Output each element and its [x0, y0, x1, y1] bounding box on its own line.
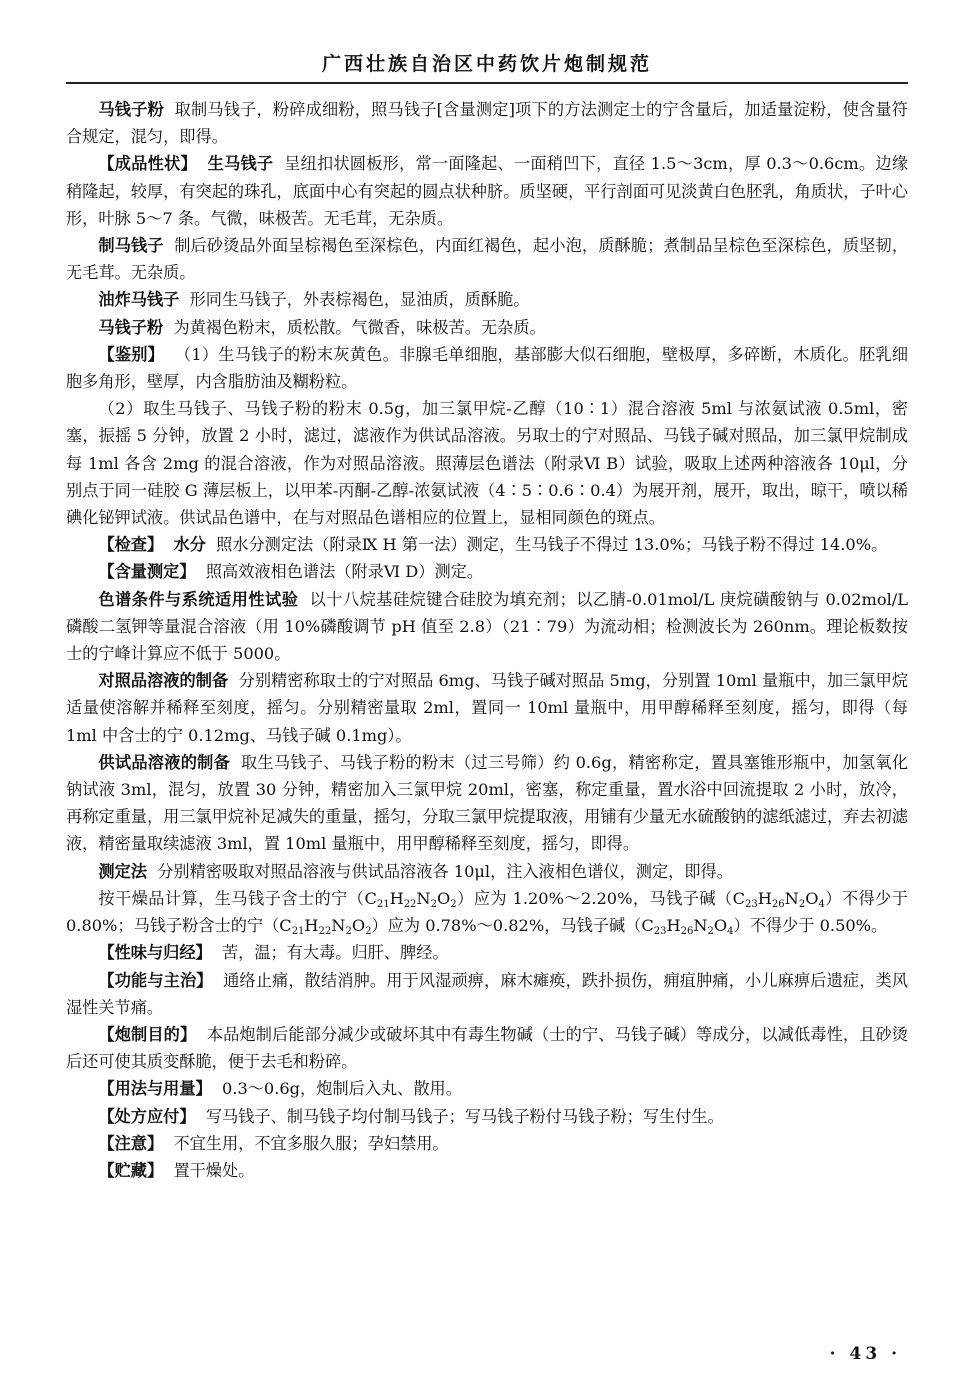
paragraph-text: 取生马钱子、马钱子粉的粉末（过三号筛）约 0.6g，精密称定，置具塞锥形瓶中，加氢氧化钠试液 3ml，混匀，放置 30 分钟，精密加入三氯甲烷 20ml，密塞，称定重量，置水浴中回流提取 2 小时，放冷，再称定重量，用三氯甲烷补足减失的重量，摇匀，分取三氯甲烷提取液，用铺有少量无水硫酸钠的滤纸滤过，弃去初滤液，精密量取续滤液 3ml，置 10ml 量瓶中，用甲醇稀释至刻度，摇匀，即得。 — [66, 752, 909, 854]
paragraph-text: 置干燥处。 — [173, 1160, 255, 1180]
page-body — [66, 96, 908, 1184]
paragraph-text: 制后砂烫品外面呈棕褐色至深棕色，内面红褐色，起小泡，质酥脆；煮制品呈棕色至深棕色，质坚韧，无毛茸。无杂质。 — [66, 236, 909, 283]
section-heading: 【性味与归经】 — [98, 943, 212, 963]
running-header-title: 广西壮族自治区中药饮片炮制规范 — [321, 53, 652, 75]
section-heading: 【功能与主治】 — [98, 970, 213, 990]
paragraph-test-solution — [66, 749, 908, 858]
paragraph-processed-maqianzi — [66, 232, 908, 286]
paragraph-content-limits: 按干燥品计算，生马钱子含士的宁$(C_{21}H_{22}N_2O_2)$应为 1.20%～2.20%，马钱子碱$(C_{23}H_{26}N_2O_4)$不得少于 0.80%；马钱子粉含士的宁$(C_{21}H_{22}N_2O_2)$应为 0.78%～0.82%，马钱子碱$(C_{23}H_{26}N_2O_4)$不得少于 0.50%。 — [66, 888, 908, 938]
section-heading: 【用法与用量】 — [98, 1079, 212, 1099]
section-heading: 【注意】 — [98, 1133, 164, 1153]
paragraph-text: 苦，温；有大毒。归肝、脾经。 — [222, 943, 449, 963]
section-heading: 【含量测定】 — [98, 562, 196, 582]
paragraph-text: 为黄褐色粉末，质松散。气微香，味极苦。无杂质。 — [173, 317, 546, 337]
section-heading: 【检查】 — [98, 535, 164, 555]
paragraph-usage-dosage — [66, 1075, 908, 1102]
paragraph-text: （1）生马钱子的粉末灰黄色。非腺毛单细胞，基部膨大似石细胞，壁极厚，多碎断，木质化。胚乳细胞多角形，壁厚，内含脂肪油及糊粉粒。 — [66, 344, 909, 392]
paragraph-label: 制马钱子 — [98, 236, 164, 256]
paragraph-label: 生马钱子 — [207, 154, 274, 174]
paragraph-text: 取制马钱子，粉碎成细粉，照马钱子[含量测定]项下的方法测定士的宁含量后，加适量淀粉，使含量符合规定，混匀，即得。 — [66, 100, 908, 147]
section-heading: 【处方应付】 — [98, 1106, 196, 1126]
paragraph-label: 马钱子粉 — [98, 100, 164, 119]
paragraph-text: 写马钱子、制马钱子均付制马钱子；写马钱子粉付马钱子粉；写生付生。 — [205, 1106, 724, 1126]
paragraph-assay — [66, 558, 908, 585]
paragraph-identification-2 — [66, 395, 908, 531]
paragraph-precautions — [66, 1130, 908, 1157]
section-heading: 【成品性状】 — [98, 154, 197, 174]
paragraph-fried-maqianzi — [66, 286, 908, 313]
paragraph-functions-indications — [66, 967, 908, 1021]
paragraph-text: 本品炮制后能部分减少或破坏其中有毒生物碱（士的宁、马钱子碱）等成分，以减低毒性，且砂烫后还可使其质变酥脆，便于去毛和粉碎。 — [66, 1024, 909, 1072]
paragraph-text: （2）取生马钱子、马钱子粉的粉末 0.5g，加三氯甲烷-乙醇（10∶1）混合溶液 5ml 与浓氨试液 0.5ml，密塞，振摇 5 分钟，放置 2 小时，滤过，滤液作为供试品溶液。另取士的宁对照品、马钱子碱对照品，加三氯甲烷制成每 1ml 各含 2mg 的混合溶液，作为对照品溶液。照薄层色谱法（附录Ⅵ B）试验，吸取上述两种溶液各 10μl，分别点于同一硅胶 G 薄层板上，以甲苯-丙酮-乙醇-浓氨试液（4∶5∶0.6∶0.4）为展开剂，展开，取出，晾干，喷以稀碘化铋钾试液。供试品色谱中，在与对照品色谱相应的位置上，显相同颜色的斑点。 — [66, 399, 908, 528]
section-heading: 【炮制目的】 — [98, 1024, 197, 1044]
paragraph-reference-solution — [66, 667, 908, 749]
paragraph-label: 对照品溶液的制备 — [98, 671, 229, 691]
paragraph-label: 供试品溶液的制备 — [98, 752, 231, 772]
paragraph-processing-purpose — [66, 1021, 908, 1075]
paragraph-maqianzi-fen-preparation — [66, 96, 908, 150]
page-number: · 43 · — [829, 1344, 901, 1364]
paragraph-inspection — [66, 531, 908, 558]
section-heading: 【贮藏】 — [98, 1160, 164, 1180]
paragraph-label: 色谱条件与系统适用性试验 — [98, 589, 299, 609]
paragraph-text: 0.3～0.6g，炮制后入丸、散用。 — [222, 1079, 462, 1099]
section-heading: 【鉴别】 — [98, 344, 165, 364]
paragraph-label: 水分 — [173, 535, 206, 555]
paragraph-identification-1 — [66, 341, 908, 395]
paragraph-text: 照高效液相色谱法（附录Ⅵ D）测定。 — [205, 562, 484, 582]
paragraph-text: 照水分测定法（附录Ⅸ H 第一法）测定，生马钱子不得过 13.0%；马钱子粉不得过 14.0%。 — [216, 535, 888, 555]
paragraph-storage — [66, 1157, 908, 1184]
paragraph-label: 油炸马钱子 — [98, 290, 180, 310]
paragraph-nature-meridian — [66, 939, 908, 966]
paragraph-maqianzi-powder — [66, 314, 908, 341]
paragraph-product-traits — [66, 150, 908, 232]
paragraph-determination — [66, 858, 908, 885]
paragraph-text: 分别精密称取士的宁对照品 6mg、马钱子碱对照品 5mg，分别置 10ml 量瓶中，加三氯甲烷适量使溶解并稀释至刻度，摇匀。分别精密量取 2ml，置同一 10ml 量瓶中，用甲醇稀释至刻度，摇匀，即得（每 1ml 中含士的宁 0.12mg、马钱子碱 0.1mg）。 — [66, 671, 909, 745]
paragraph-label: 马钱子粉 — [98, 317, 164, 337]
paragraph-text: 分别精密吸取对照品溶液与供试品溶液各 10μl，注入液相色谱仪，测定，即得。 — [157, 861, 733, 881]
paragraph-text: 通络止痛，散结消肿。用于风湿顽痹，麻木瘫痪，跌扑损伤，痈疽肿痛，小儿麻痹后遗症，类风湿性关节痛。 — [66, 970, 909, 1017]
paragraph-chromatographic-conditions — [66, 586, 908, 668]
paragraph-text: 呈纽扣状圆板形，常一面隆起、一面稍凹下，直径 1.5～3cm，厚 0.3～0.6cm。边缘稍隆起，较厚，有突起的珠孔，底面中心有突起的圆点状种脐。质坚硬，平行剖面可见淡黄白色胚乳，角质状，子叶心形，叶脉 5～7 条。气微，味极苦。无毛茸，无杂质。 — [66, 154, 909, 228]
running-header — [66, 46, 908, 84]
paragraph-prescription-dispensing — [66, 1103, 908, 1130]
paragraph-text: 以十八烷基硅烷键合硅胶为填充剂；以乙腈-0.01mol/L 庚烷磺酸钠与 0.02mol/L 磷酸二氢钾等量混合溶液（用 10%磷酸调节 pH 值至 2.8）（21∶79）为流动相；检测波长为 260nm。理论板数按士的宁峰计算应不低于 5000。 — [66, 589, 909, 664]
paragraph-label: 测定法 — [98, 861, 147, 881]
paragraph-text: 形同生马钱子，外表棕褐色，显油质，质酥脆。 — [189, 290, 530, 310]
paragraph-text: 不宜生用，不宜多服久服；孕妇禁用。 — [173, 1133, 449, 1153]
